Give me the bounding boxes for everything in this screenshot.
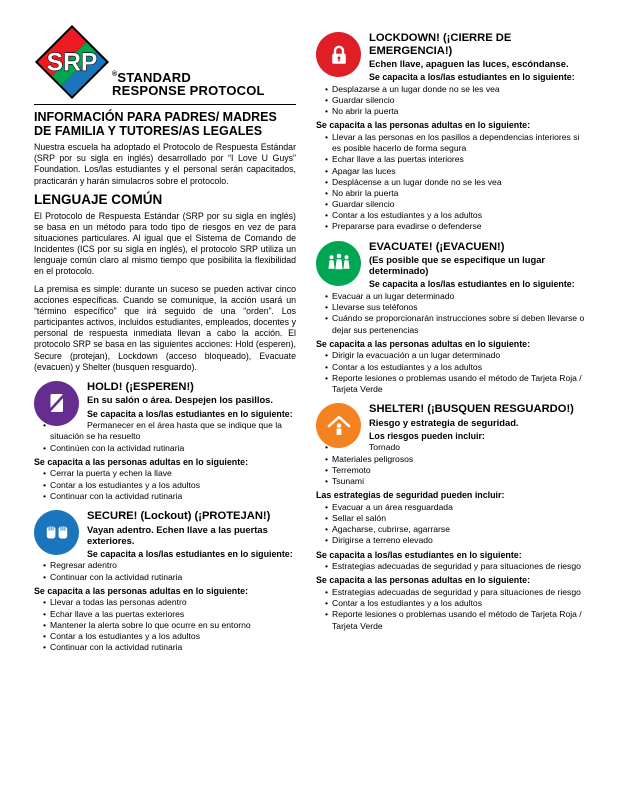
bullet-item: • Apagar las luces bbox=[325, 166, 586, 177]
section-secure bbox=[34, 509, 296, 653]
group-label: Las estrategias de seguridad pueden incluir: bbox=[316, 490, 505, 501]
bullet-item: • Llevar a todas las personas adentro bbox=[43, 597, 296, 608]
bullet-list bbox=[316, 587, 586, 632]
bullet-item: • Estrategias adecuadas de seguridad y para situaciones de riesgo bbox=[325, 587, 586, 598]
bullet-item: • Guardar silencio bbox=[325, 199, 586, 210]
bullet-item: • Continuar con la actividad rutinaria bbox=[43, 572, 296, 583]
bullet-list bbox=[34, 560, 296, 582]
group-label: Se capacita a las personas adultas en lo siguiente: bbox=[34, 456, 249, 467]
bullet-item: • Agacharse, cubrirse, agarrarse bbox=[325, 524, 586, 535]
bullet-list bbox=[316, 291, 586, 336]
bullet-item: • Evacuar a un lugar determinado bbox=[325, 291, 586, 302]
brand-line2: RESPONSE PROTOCOL bbox=[112, 83, 265, 99]
bullet-item: • Desplácense a un lugar donde no se les vea bbox=[325, 177, 586, 188]
bullet-item: • No abrir la puerta bbox=[325, 106, 586, 117]
common-language-paragraph-1: El Protocolo de Respuesta Estándar (SRP por su sigla en inglés) se basa en un método para todo tipo de riesgos en vez de para situaciones particulares. Al igual que el Sistema de Comando de Incidentes (ICS por su sigla en inglés), el protocolo SRP utiliza un lenguaje común claro al mismo tiempo que posibilita la flexibilidad en el protocolo. bbox=[34, 210, 296, 277]
evacuate-icon bbox=[316, 241, 361, 286]
right-column bbox=[316, 24, 586, 784]
bullet-item: • Dirigir la evacuación a un lugar determinado bbox=[325, 350, 586, 361]
bullet-item: • Mantener la alerta sobre lo que ocurre en su entorno bbox=[43, 620, 296, 631]
action-title-secure: SECURE! (Lockout) (¡PROTEJAN!) bbox=[87, 509, 271, 522]
srp-diamond-logo-icon bbox=[34, 24, 110, 100]
section-shelter bbox=[316, 402, 586, 632]
bullet-item: • Continuar con la actividad rutinaria bbox=[43, 642, 296, 653]
group-label: Los riesgos pueden incluir: bbox=[369, 430, 485, 441]
bullet-item: • Contar a los estudiantes y a los adultos bbox=[325, 210, 586, 221]
group-label: Se capacita a los/las estudiantes en lo siguiente: bbox=[87, 548, 293, 559]
brand-line1: STANDARD bbox=[117, 69, 191, 85]
bullet-item: • Reporte lesiones o problemas usando el método de Tarjeta Roja / Tarjeta Verde bbox=[325, 373, 586, 395]
bullet-item: • Guardar silencio bbox=[325, 95, 586, 106]
hold-icon bbox=[34, 381, 79, 426]
bullet-item: • Terremoto bbox=[325, 465, 586, 476]
bullet-item: • Contar a los estudiantes y a los adultos bbox=[43, 631, 296, 642]
bullet-list bbox=[316, 561, 586, 572]
bullet-list bbox=[316, 350, 586, 395]
bullet-item: • Tsunami bbox=[325, 476, 586, 487]
group-label: Se capacita a las personas adultas en lo siguiente: bbox=[316, 120, 531, 131]
bullet-item: • Materiales peligrosos bbox=[325, 454, 586, 465]
bullet-item: • Reporte lesiones o problemas usando el método de Tarjeta Roja / Tarjeta Verde bbox=[325, 609, 586, 631]
group-label: Se capacita a los/las estudiantes en lo siguiente: bbox=[369, 279, 575, 290]
group-label: Se capacita a las personas adultas en lo siguiente: bbox=[34, 585, 249, 596]
group-label: Se capacita a los/las estudiantes en lo siguiente: bbox=[369, 72, 575, 83]
shelter-icon bbox=[316, 403, 361, 448]
bullet-item: • Contar a los estudiantes y a los adultos bbox=[325, 362, 586, 373]
action-subtitle-secure: Vayan adentro. Echen llave a las puertas exteriores. bbox=[87, 523, 268, 546]
bullet-item: • Echar llave a las puertas interiores bbox=[325, 154, 586, 165]
lockdown-icon bbox=[316, 32, 361, 77]
bullet-item: • Sellar el salón bbox=[325, 513, 586, 524]
registered-mark: ® bbox=[112, 70, 118, 78]
bullet-list bbox=[316, 132, 586, 233]
left-column bbox=[34, 24, 296, 784]
bullet-list bbox=[34, 597, 296, 653]
bullet-item: • Continuar con la actividad rutinaria bbox=[43, 491, 296, 502]
bullet-list bbox=[316, 442, 586, 487]
bullet-item: • No abrir la puerta bbox=[325, 188, 586, 199]
common-language-paragraph-2: La premisa es simple: durante un suceso se pueden activar cinco acciones específicas. Cuando se comunique, la acción usará un “término específico” que irá seguido de una “orden”. Los participantes activos, incluidos estudiantes, empleados, docentes y personal de respuesta inmediata llevan a cabo la acción. El protocolo SRP se basa en las siguientes acciones: Hold (esperen), Secure (protejan), Lockdown (acceso bloqueado), Evacuate (evacuen) y Shelter (busquen resguardo). bbox=[34, 283, 296, 372]
action-title-lockdown: LOCKDOWN! (¡CIERRE DE EMERGENCIA!) bbox=[369, 32, 512, 57]
group-label: Se capacita a las personas adultas en lo siguiente: bbox=[316, 338, 531, 349]
action-title-shelter: SHELTER! (¡BUSQUEN RESGUARDO!) bbox=[369, 403, 574, 416]
bullet-list bbox=[316, 502, 586, 547]
action-subtitle-evacuate: (Es posible que se especifique un lugar determinado) bbox=[369, 254, 546, 277]
brand-wordmark bbox=[112, 71, 265, 98]
bullet-item: • Desplazarse a un lugar donde no se les vea bbox=[325, 84, 586, 95]
section-evacuate bbox=[316, 240, 586, 395]
bullet-list bbox=[316, 84, 586, 118]
action-subtitle-hold: En su salón o área. Despejen los pasillos. bbox=[87, 394, 274, 406]
action-title-hold: HOLD! (¡ESPEREN!) bbox=[87, 380, 194, 393]
section-lockdown bbox=[316, 31, 586, 233]
intro-title: INFORMACIÓN PARA PADRES/ MADRES DE FAMILIA Y TUTORES/AS LEGALES bbox=[34, 110, 277, 138]
bullet-item: • Regresar adentro bbox=[43, 560, 296, 571]
bullet-item: • Continúen con la actividad rutinaria bbox=[43, 443, 296, 454]
bullet-item: • Echar llave a las puertas exteriores bbox=[43, 609, 296, 620]
divider-rule bbox=[34, 104, 296, 105]
action-subtitle-lockdown: Echen llave, apaguen las luces, escóndanse. bbox=[369, 58, 569, 70]
action-title-evacuate: EVACUATE! (¡EVACUEN!) bbox=[369, 240, 505, 253]
action-subtitle-shelter: Riesgo y estrategia de seguridad. bbox=[369, 416, 519, 428]
bullet-item: • Dirigirse a terreno elevado bbox=[325, 535, 586, 546]
bullet-list bbox=[34, 420, 296, 454]
bullet-item: • Estrategias adecuadas de seguridad y para situaciones de riesgo bbox=[325, 561, 586, 572]
bullet-item: • Prepararse para evadirse o defenderse bbox=[325, 221, 586, 232]
bullet-item: • Tornado bbox=[325, 442, 586, 453]
bullet-item: • Contar a los estudiantes y a los adultos bbox=[43, 480, 296, 491]
bullet-item: • Cerrar la puerta y echen la llave bbox=[43, 468, 296, 479]
bullet-item: • Evacuar a un área resguardada bbox=[325, 502, 586, 513]
intro-paragraph: Nuestra escuela ha adoptado el Protocolo de Respuesta Estándar (SRP por su sigla en inglés) desarrollado por “I Love U Guys” Foundation. Los/las estudiantes y el personal serán capacitados, practicarán y harán simulacros sobre el protocolo. bbox=[34, 142, 296, 186]
group-label: Se capacita a los/las estudiantes en lo siguiente: bbox=[316, 549, 522, 560]
bullet-item: • Llevar a las personas en los pasillos a dependencias interiores si es posible hacerlo de forma segura bbox=[325, 132, 586, 154]
srp-logo-text: SRP bbox=[46, 49, 98, 77]
group-label: Se capacita a las personas adultas en lo siguiente: bbox=[316, 575, 531, 586]
srp-logo bbox=[34, 24, 296, 100]
section-hold bbox=[34, 380, 296, 502]
secure-icon bbox=[34, 510, 79, 555]
bullet-item: • Llevarse sus teléfonos bbox=[325, 302, 586, 313]
group-label: Se capacita a los/las estudiantes en lo siguiente: bbox=[87, 408, 293, 419]
bullet-item: • Cuándo se proporcionarán instrucciones sobre si deben llevarse o dejar sus pertenencias bbox=[325, 313, 586, 335]
bullet-item: • Permanecer en el área hasta que se indique que la situación se ha resuelto bbox=[43, 420, 296, 442]
bullet-list bbox=[34, 468, 296, 502]
bullet-item: • Contar a los estudiantes y a los adultos bbox=[325, 598, 586, 609]
common-language-title: LENGUAJE COMÚN bbox=[34, 191, 163, 207]
